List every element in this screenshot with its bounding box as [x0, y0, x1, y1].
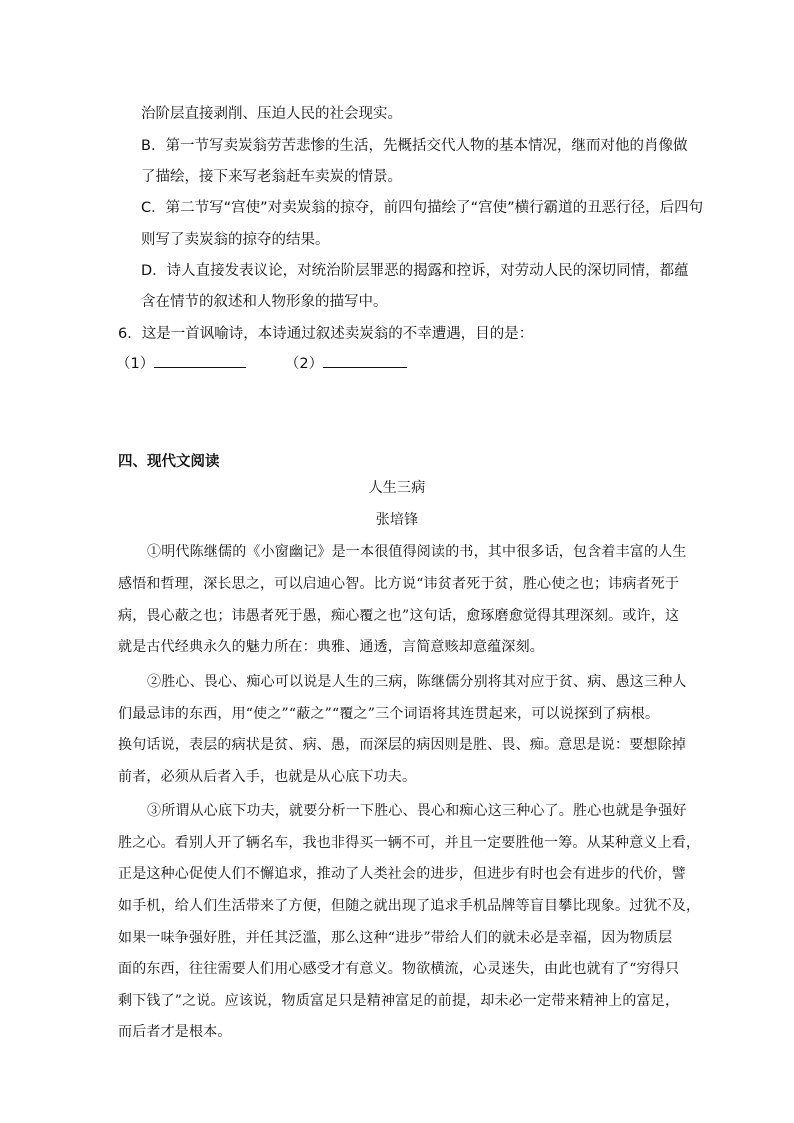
option-d-line-2: 含在情节的叙述和人物形象的描写中。: [141, 294, 388, 310]
passage-line: 如果一味争强好胜，并任其泛滥，那么这种“进步”带给人们的就未必是幸福，因为物质层: [118, 930, 673, 946]
question-6-answers: [116, 352, 407, 374]
passage-line: 前者，必须从后者入手，也就是从心底下功夫。: [118, 769, 417, 785]
passage-line: ③所谓从心底下功夫，就要分析一下胜心、畏心和痴心这三种心了。胜心也就是争强好: [147, 803, 687, 819]
answer-1-label: （1）: [116, 356, 155, 372]
option-d-line-1: D．诗人直接发表议论，对统治阶层罪恶的揭露和控诉，对劳动人民的深切同情，都蕴: [141, 263, 689, 279]
passage-line: ②胜心、畏心、痴心可以说是人生的三病，陈继儒分别将其对应于贫、病、愚这三种人: [147, 674, 687, 690]
answer-2-label: （2）: [284, 356, 324, 372]
passage-line: 胜之心。看别人开了辆名车，我也非得买一辆不可，并且一定要胜他一筹。从某种意义上看，: [118, 835, 701, 851]
passage-line: 感悟和哲理，深长思之，可以启迪心智。比方说“讳贫者死于贫，胜心使之也；讳病者死于: [118, 576, 680, 592]
question-6-text: 6．这是一首讽喻诗，本诗通过叙述卖炭翁的不幸遭遇，目的是：: [118, 326, 534, 342]
passage-line: 们最忌讳的东西，用“使之”“蔽之”“覆之”三个词语将其连贯起来，可以说探到了病根。: [118, 706, 660, 722]
passage-line: 而后者才是根本。: [118, 1024, 232, 1040]
passage-line: 剩下钱了”之说。应该说，物质富足只是精神富足的前提，却未必一定带来精神上的富足，: [118, 993, 680, 1009]
option-b-line-1: B．第一节写卖炭翁劳苦悲惨的生活，先概括交代人物的基本情况，继而对他的肖像做: [141, 138, 688, 154]
option-c-line-2: 则写了卖炭翁的掠夺的结果。: [141, 232, 330, 248]
section-4-heading: 四、现代文阅读: [118, 454, 220, 470]
passage-line: 就是古代经典永久的魅力所在：典雅、通透，言简意赅却意蕴深刻。: [118, 639, 544, 655]
answer-1-blank[interactable]: [154, 352, 246, 368]
passage-author: 张培锋: [375, 512, 419, 528]
answer-2-blank[interactable]: [323, 352, 407, 368]
passage-line: 换句话说，表层的病状是贫、病、愚，而深层的病因则是胜、畏、痴。意思是说：要想除掉: [118, 737, 686, 753]
option-a-continuation: 治阶层直接剥削、压迫人民的社会现实。: [141, 106, 402, 122]
passage-line: 面的东西，往往需要人们用心感受才有意义。物欲横流，心灵迷失，由此也就有了“穷得只: [118, 961, 680, 977]
passage-title: 人生三病: [368, 480, 426, 496]
passage-line: 正是这种心促使人们不懈追求，推动了人类社会的进步，但进步有时也会有进步的代价，譬: [118, 866, 686, 882]
passage-line: 病，畏心蔽之也；讳愚者死于愚，痴心覆之也”这句话，愈琢磨愈觉得其理深刻。或许，这: [118, 608, 680, 624]
option-b-line-2: 了描绘，接下来写老翁赶车卖炭的情景。: [141, 169, 402, 185]
passage-line: 如手机，给人们生活带来了方便，但随之就出现了追求手机品牌等盲目攀比现象。过犹不及，: [118, 898, 701, 914]
passage-line: ①明代陈继儒的《小窗幽记》是一本很值得阅读的书，其中很多话，包含着丰富的人生: [147, 544, 687, 560]
option-c-line-1: C．第二节写“宫使”对卖炭翁的掠夺，前四句描绘了“宫使”横行霸道的丑恶行径，后四句: [141, 200, 704, 216]
